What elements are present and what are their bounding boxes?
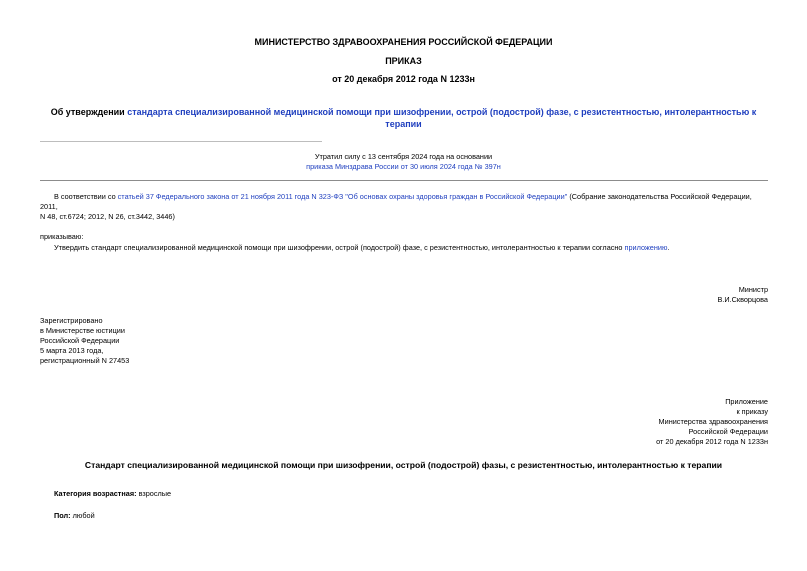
preamble-paragraph [40,192,769,222]
preamble-tail-continued: N 48, ст.6724; 2012, N 26, ст.3442, 3446) [40,212,175,221]
age-category-value: взрослые [136,489,172,498]
appendix-line: Российской Федерации [688,427,768,436]
divider-short [40,141,322,142]
appendix-block [500,397,768,447]
divider-full [40,180,768,181]
registration-line: 5 марта 2013 года, [40,346,104,355]
order-text-end: . [667,243,670,252]
preamble-tail: (Собрание законодательства Российской Федерации, 2011, [40,192,752,211]
status-line: Утратил силу с 13 сентября 2024 года на основании [314,152,493,161]
status-notice [0,152,807,172]
appendix-link[interactable]: приложению [624,243,668,252]
order-command: приказываю: [40,232,84,241]
ministry-heading: МИНИСТЕРСТВО ЗДРАВООХРАНЕНИЯ РОССИЙСКОЙ ФЕДЕРАЦИИ [254,37,553,47]
title-prefix: Об утверждении [50,107,128,117]
sex-value: любой [70,511,95,520]
appendix-line: Приложение [725,397,768,406]
appendix-line: Министерства здравоохранения [658,417,768,426]
order-text [54,243,769,253]
registration-line: Зарегистрировано [40,316,103,325]
registration-line: Российской Федерации [40,336,120,345]
order-text-body: Утвердить стандарт специализированной медицинской помощи при шизофрении, острой (подострой) фазе, с резистентностью, интолерантностью к терапии согласно [54,243,625,252]
signature-block [500,285,768,305]
registration-line: в Министерстве юстиции [40,326,125,335]
appendix-line: от 20 декабря 2012 года N 1233н [656,437,768,446]
appendix-line: к приказу [736,407,768,416]
age-category-label: Категория возрастная: [54,489,137,498]
signature-name: В.И.Скворцова [717,295,768,304]
sex-label: Пол: [54,511,71,520]
order-type-heading: ПРИКАЗ [385,56,422,66]
document-title [40,106,767,130]
preamble-lead: В соответствии со [54,192,118,201]
law-article-link[interactable]: статьей 37 Федерального закона от 21 ноября 2011 года N 323-ФЗ "Об основах охраны здоровья граждан в Российской Федерации" [117,192,568,201]
title-link-continued[interactable]: терапии [385,119,422,129]
registration-block [40,316,129,366]
title-link[interactable]: стандарта специализированной медицинской помощи при шизофрении, острой (подострой) фазе, с резистентностью, интолерантностью к [127,107,757,117]
age-category [54,489,171,499]
signature-position: Министр [738,285,768,294]
registration-line: регистрационный N 27453 [40,356,130,365]
repeal-order-link[interactable]: приказа Минздрава России от 30 июля 2024 года № 397н [306,162,501,171]
order-date-number: от 20 декабря 2012 года N 1233н [332,74,475,84]
standard-title: Стандарт специализированной медицинской помощи при шизофрении, острой (подострой) фазы, с резистентностью, интолерантностью к терапии [84,460,723,470]
sex-category [54,511,95,521]
